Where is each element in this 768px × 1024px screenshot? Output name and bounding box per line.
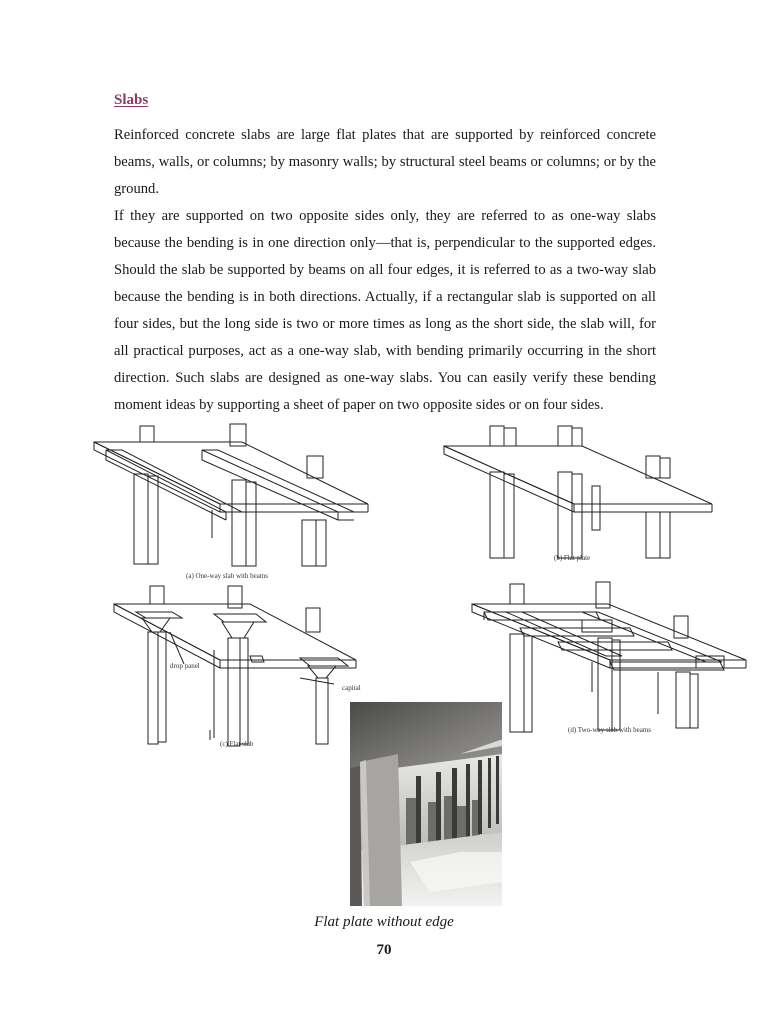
drop-panel-label: drop panel [170, 662, 200, 670]
flat-plate-photo [350, 702, 502, 906]
figure-flat-plate [442, 420, 722, 560]
body-text [114, 122, 656, 419]
page-number: 70 [376, 942, 392, 958]
paragraph: If they are supported on two opposite sides only, they are referred to as one-way slabs because the bending is in one direction only—that is, perpendicular to the supported edges. Should the slab be supported by beams on all four edges, it is referred to as a two-way slab because the bending is in both directions. Actually, if a rectangular slab is supported on all four sides, but the long side is two or more times as long as the short side, the slab will, for all practical purposes, act as a one-way slab, with bending primarily occurring in the short direction. Such slabs are designed as one-way slabs. You can easily verify these bending moment ideas by supporting a sheet of paper on two opposite sides or on four sides. [114, 208, 656, 413]
section-heading: Slabs [114, 92, 149, 108]
capital-label: capital [342, 684, 361, 692]
figure-label-d: (d) Two-way slab with beams [568, 726, 651, 734]
figure-label-b: (b) Flat plate [554, 554, 591, 562]
paragraph: Reinforced concrete slabs are large flat plates that are supported by reinforced concrete beams, walls, or columns; by masonry walls; by structural steel beams or columns; or by the ground. [114, 127, 656, 197]
figure-label-a: (a) One-way slab with beams [186, 572, 269, 580]
photo-caption: Flat plate without edge [314, 914, 454, 930]
figure-two-way-slab [470, 576, 754, 736]
figure-label-c: (c) Flat slab [220, 740, 254, 748]
figure-one-way-slab [92, 420, 382, 580]
figure-flat-slab [110, 580, 370, 750]
